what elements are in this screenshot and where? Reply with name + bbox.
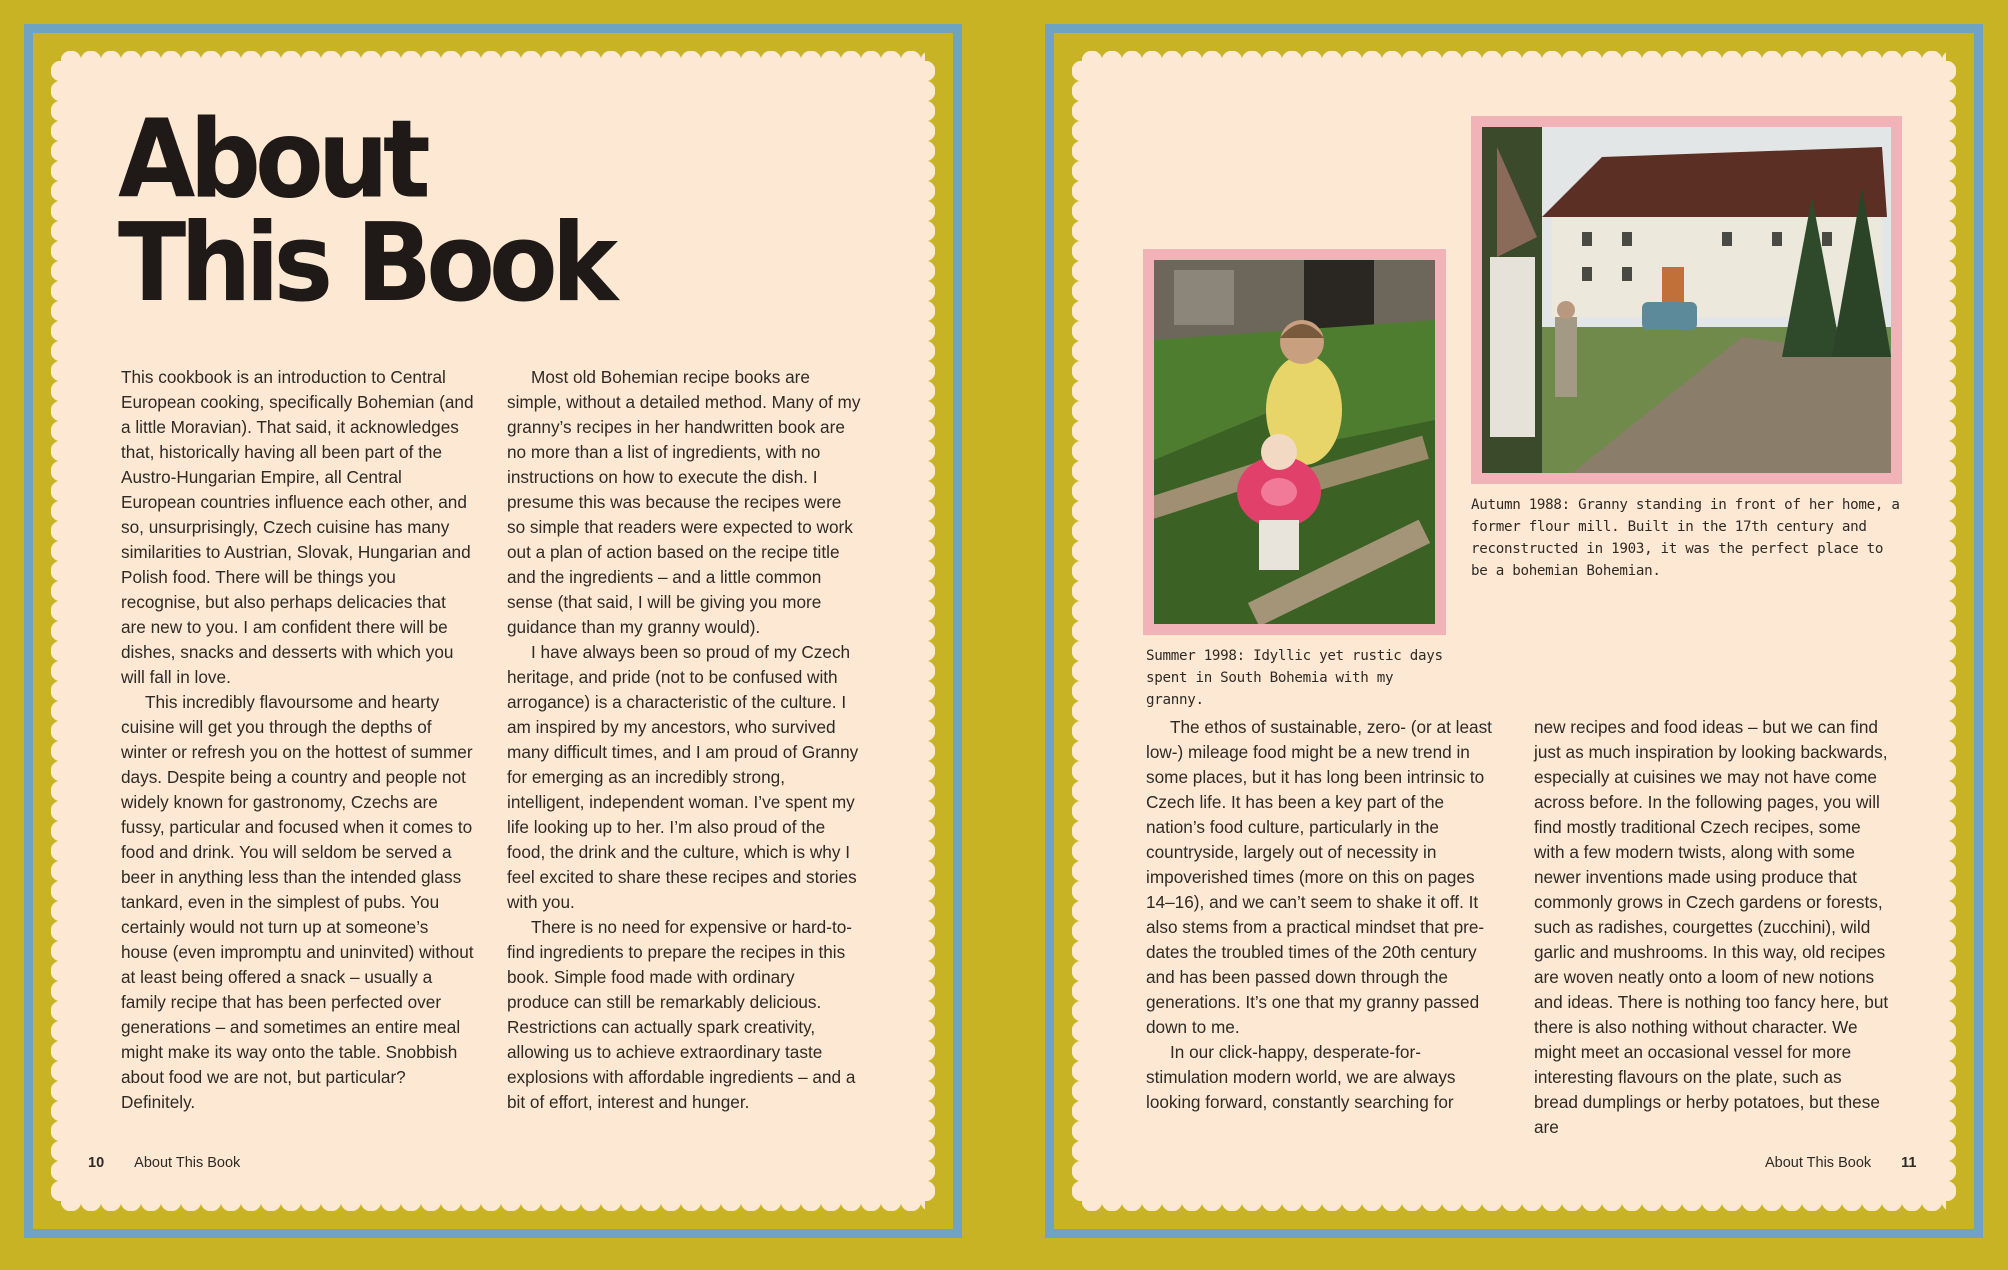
photo-image [1154,260,1435,624]
right-column-1 [1146,715,1502,1115]
photo-caption: Autumn 1988: Granny standing in front of her home, a former flour mill. Built in the 17th century and reconstructed in 1903, it was the perfect place to be a bohemian Bohemian. [1471,497,1900,579]
scallop-edge [51,61,71,1201]
scallop-edge [61,51,925,71]
scallop-edge [1072,61,1092,1201]
left-column-2 [507,365,861,1115]
page-number: 10 [88,1155,105,1171]
paragraph: Most old Bohemian recipe books are simple, without a detailed method. Many of my granny’s recipes in her handwritten book are no more than a list of ingredients, with no instructions on how to execute the dish. I presume this was because the recipes were so simple that readers were expected to work out a plan of action based on the recipe title and the ingredients – and a little common sense (that said, I will be giving you more guidance than my granny would). [507,367,861,637]
page-number: 11 [1901,1155,1917,1171]
paragraph: There is no need for expensive or hard-to-find ingredients to prepare the recipes in this book. Simple food made with ordinary produce can still be remarkably delicious. Restrictions can actually spark creativity, allowing us to achieve extraordinary taste explosions with affordable ingredients – and a bit of effort, interest and hunger. [507,917,856,1112]
scallop-edge [1082,51,1946,71]
scallop-edge [1082,1191,1946,1211]
paragraph: The ethos of sustainable, zero- (or at least low-) mileage food might be a new trend in some places, but it has long been intrinsic to Czech life. It has been a key part of the nation’s food culture, particularly in the countryside, largely out of necessity in impoverished times (more on this on pages 14–16), and we can’t seem to shake it off. It also stems from a practical mindset that pre-dates the troubled times of the 20th century and has been passed down through the generations. It’s one that my granny passed down to me. [1146,717,1492,1037]
granny-and-child-photo [1154,260,1435,624]
left-column-1 [121,365,475,1115]
photo-autumn-1988 [1471,116,1902,484]
running-title: About This Book [134,1155,241,1171]
scallop-edge [61,1191,925,1211]
photo-image [1482,127,1891,473]
page-title [118,96,613,327]
left-folio [88,1155,240,1171]
running-title: About This Book [1765,1155,1872,1171]
flour-mill-house-photo [1482,127,1891,473]
right-column-2 [1534,715,1890,1140]
title-line: This Book [118,199,613,327]
title-line: About [118,96,425,223]
paragraph: In our click-happy, desperate-for-stimulation modern world, we are always looking forward, constantly searching for [1146,1042,1456,1112]
scallop-edge [1936,61,1956,1201]
paragraph: This incredibly flavoursome and hearty cuisine will get you through the depths of winter or refresh you on the hottest of summer days. Despite being a country and people not widely known for gastronomy, Czechs are fussy, particular and focused when it comes to food and drink. You will seldom be served a beer in anything less than the intended glass tankard, even in the simplest of pubs. You certainly would not turn up at someone’s house (even impromptu and uninvited) without at least being offered a snack – usually a family recipe that has been perfected over generations – and sometimes an entire meal might make its way onto the table. Snobbish about food we are not, but particular? Definitely. [121,692,474,1112]
paragraph: new recipes and food ideas – but we can find just as much inspiration by looking backwards, especially at cuisines we may not have come across before. In the following pages, you will find mostly traditional Czech recipes, some with a few modern twists, along with some newer inventions made using produce that commonly grows in Czech gardens or forests, such as radishes, courgettes (zucchini), wild garlic and mushrooms. In this way, old recipes are woven neatly onto a loom of new notions and ideas. There is nothing too fancy here, but there is also nothing without character. We might meet an occasional vessel for more interesting flavours on the plate, such as bread dumplings or herby potatoes, but these are [1534,717,1889,1137]
photo-summer-1998 [1143,249,1446,635]
paragraph: I have always been so proud of my Czech heritage, and pride (not to be confused with arrogance) is a characteristic of the culture. I am inspired by my ancestors, who survived many difficult times, and I am proud of Granny for emerging as an incredibly strong, intelligent, independent woman. I’ve spent my life looking up to her. I’m also proud of the food, the drink and the culture, which is why I feel excited to share these recipes and stories with you. [507,642,859,912]
scallop-edge [915,61,935,1201]
photo-caption: Summer 1998: Idyllic yet rustic days spent in South Bohemia with my granny. [1146,648,1443,708]
right-folio [1765,1155,1917,1171]
paragraph: This cookbook is an introduction to Central European cooking, specifically Bohemian (and a little Moravian). That said, it acknowledges that, historically having all been part of the Austro-Hungarian Empire, all Central European countries influence each other, and so, unsurprisingly, Czech cuisine has many similarities to Austrian, Slovak, Hungarian and Polish food. There will be things you recognise, but also perhaps delicacies that are new to you. I am confident there will be dishes, snacks and desserts with which you will fall in love. [121,367,474,687]
